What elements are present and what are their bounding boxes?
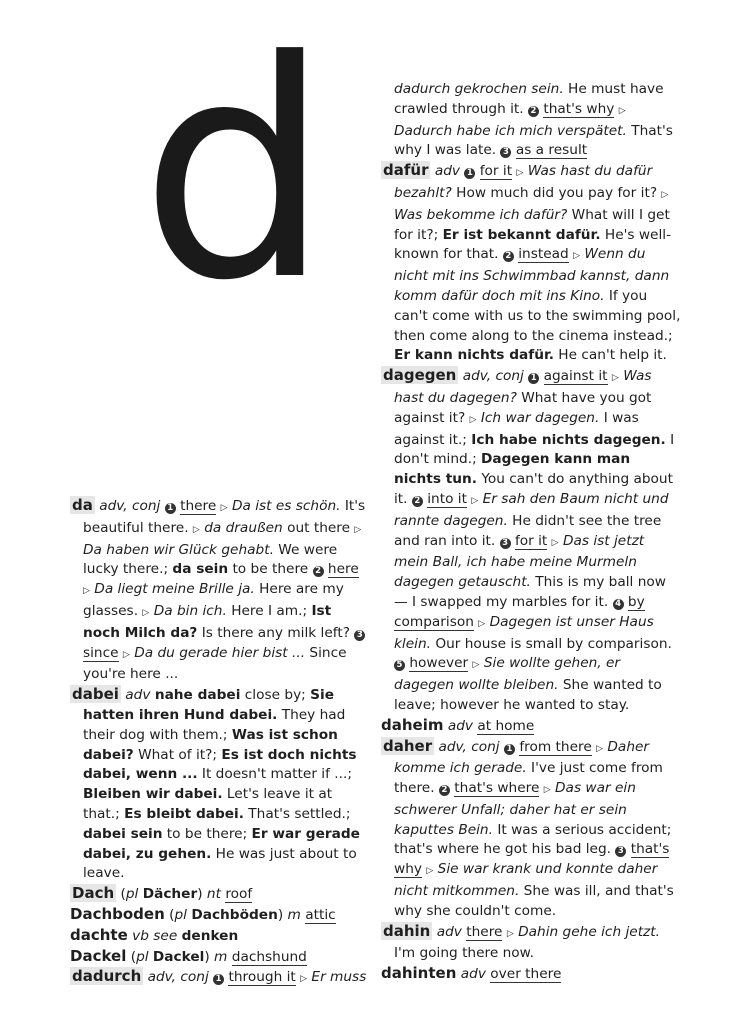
dictionary-column-right [381,80,681,985]
dictionary-entry: Dachboden (pl Dachböden) m attic [70,904,336,923]
dictionary-entry: dabei adv nahe dabei close by; Sie hatten ihren Hund dabei. They had their dog with them.; Was ist schon dabei? What of it?; Es ist doch nichts dabei, wenn ... It doesn't matter if ...; Bleiben wir dabei. Let's leave it at that.; Es bleibt dabei. That's settled.; dabei sein to be there; Er war gerade dabei, zu gehen. He was just about to leave. [72,685,360,882]
dictionary-entry: daher adv, conj 1 from there ▷ Daher komme ich gerade. I've just come from there. 2 that's where ▷ Das war ein schwerer Unfall; daher hat er sein kaputtes Bein. It was a serious accident; that's where he got his bad leg. 3 that's why ▷ Sie war krank und konnte daher nicht mitkommen. She was ill, and that's why she couldn't come. [383,736,674,919]
dictionary-entry: dadurch gekrochen sein. He must have crawled through it. 2 that's why ▷ Dadurch habe ich mich verspätet. That's why I was late. 3 as a result [394,81,673,159]
dictionary-entry: dahin adv there ▷ Dahin gehe ich jetzt. I'm going there now. [383,921,660,962]
dictionary-column-left [70,496,370,990]
section-letter: d [140,0,331,346]
dictionary-entry: Dach (pl Dächer) nt roof [72,884,253,903]
dictionary-entry: dagegen adv, conj 1 against it ▷ Was hast du dagegen? What have you got against it? ▷ Ich war dagegen. I was against it.; Ich habe nichts dagegen. I don't mind.; Dagegen kann man nichts tun. You can't do anything about it. 2 into it ▷ Er sah den Baum nicht und rannte dagegen. He didn't see the tree and ran into it. 3 for it ▷ Das ist jetzt mein Ball, ich habe meine Murmeln dagegen getauscht. This is my ball now — I swapped my marbles for it. 4 by comparison ▷ Dagegen ist unser Haus klein. Our house is small by comparison. 5 however ▷ Sie wollte gehen, er dagegen wollte bleiben. She wanted to leave; however he wanted to stay. [383,366,675,713]
dictionary-entry: Dackel (pl Dackel) m dachshund [70,946,307,965]
dictionary-entry: dafür adv 1 for it ▷ Was hast du dafür bezahlt? How much did you pay for it? ▷ Was bekomme ich dafür? What will I get for it?; Er ist bekannt dafür. He's well-known for that. 2 instead ▷ Wenn du nicht mit ins Schwimmbad kannst, dann komm dafür doch mit ins Kino. If you can't come with us to the swimming pool, then come along to the cinema instead.; Er kann nichts dafür. He can't help it. [383,161,681,364]
dictionary-entry: dachte vb see denken [70,925,239,944]
dictionary-entry: daheim adv at home [381,715,535,734]
dictionary-entry: dadurch adv, conj 1 through it ▷ Er muss [72,967,367,986]
dictionary-entry: dahinten adv over there [381,964,562,983]
dictionary-entry: da adv, conj 1 there ▷ Da ist es schön. It's beautiful there. ▷ da draußen out there ▷ Da haben wir Glück gehabt. We were lucky there.; da sein to be there 2 here ▷ Da liegt meine Brille ja. Here are my glasses. ▷ Da bin ich. Here I am.; Ist noch Milch da? Is there any milk left? 3 since ▷ Da du gerade hier bist ... Since you're here ... [72,496,366,683]
